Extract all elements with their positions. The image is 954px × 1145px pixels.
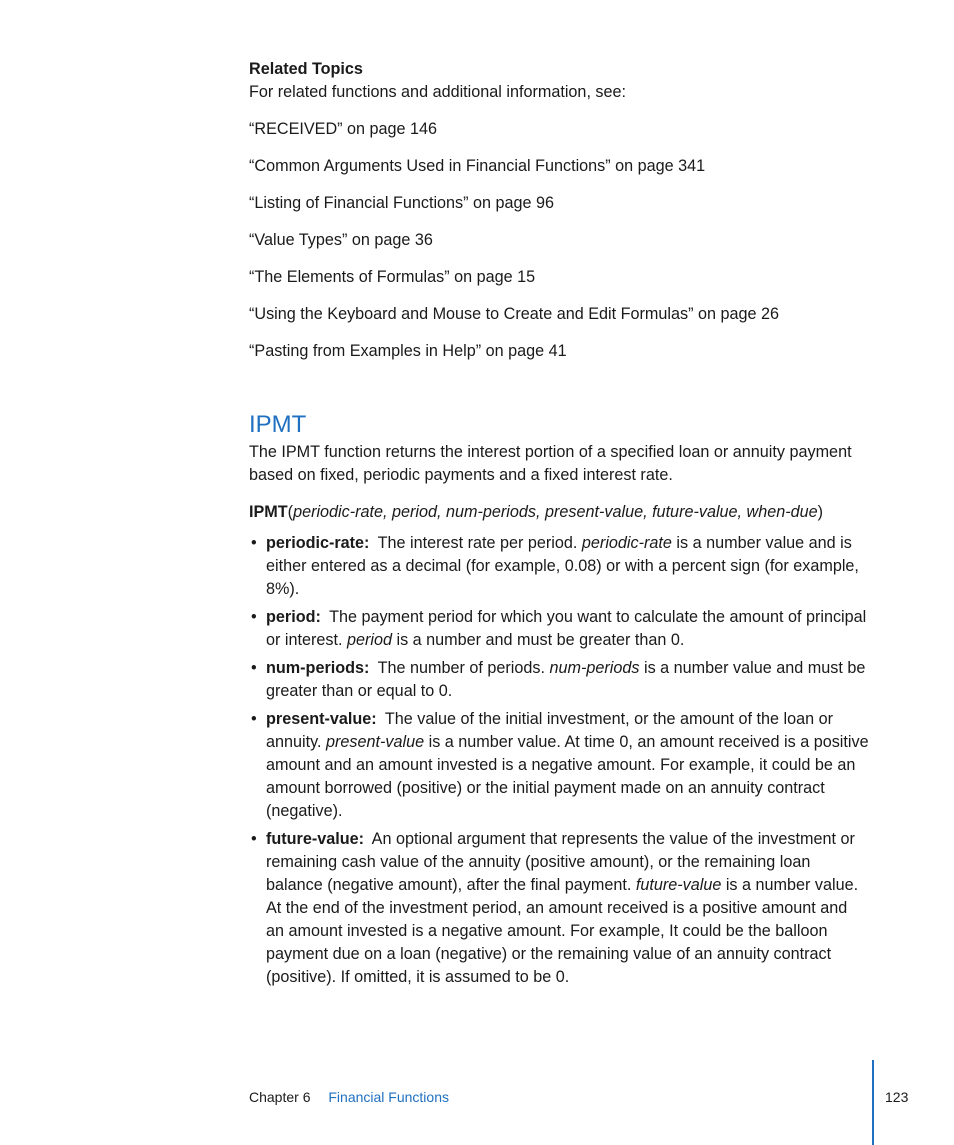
related-topics-intro: For related functions and additional information, see:: [249, 83, 627, 101]
argument-text: The payment period for which you want to calculate the amount of principal or interest.: [266, 608, 867, 649]
argument-name: periodic-rate:: [266, 534, 370, 552]
argument-text: is a number and must be greater than 0.: [391, 631, 685, 649]
argument-emphasis: period: [346, 631, 392, 649]
argument-emphasis: num-periods: [549, 659, 640, 677]
syntax-function-name: IPMT: [249, 503, 288, 521]
arguments-list: [249, 532, 869, 989]
related-link-value-types[interactable]: “Value Types” on page 36: [249, 231, 433, 249]
bullet-icon: •: [251, 659, 257, 677]
page-footer: [249, 1088, 449, 1106]
argument-text: The number of periods.: [373, 659, 550, 677]
bullet-icon: •: [251, 534, 257, 552]
footer-chapter-label: Chapter 6: [249, 1089, 311, 1105]
related-topics-heading: Related Topics: [249, 60, 363, 78]
list-item: [249, 532, 869, 601]
list-item: [249, 606, 869, 652]
argument-name: present-value:: [266, 710, 377, 728]
list-item: [249, 708, 869, 823]
syntax-arguments: periodic-rate, period, num-periods, present-value, future-value, when-due: [293, 503, 818, 521]
related-link-received[interactable]: “RECEIVED” on page 146: [249, 120, 438, 138]
related-link-listing-financial[interactable]: “Listing of Financial Functions” on page 96: [249, 194, 555, 212]
list-item: [249, 657, 869, 703]
argument-text: is a number value and is either entered as a decimal (for example, 0.08) or with a percent sign (for example, 8%).: [266, 534, 859, 598]
argument-emphasis: present-value: [326, 733, 425, 751]
related-link-keyboard-mouse[interactable]: “Using the Keyboard and Mouse to Create and Edit Formulas” on page 26: [249, 305, 779, 323]
page-number: 123: [885, 1089, 909, 1105]
argument-name: period:: [266, 608, 321, 626]
syntax-close-paren: ): [817, 503, 824, 521]
argument-emphasis: future-value: [635, 876, 722, 894]
syntax-open-paren: (: [287, 503, 294, 521]
argument-text: is a number value. At time 0, an amount received is a positive amount and an amount invested is a negative amount. For example, it could be an amount borrowed (positive) or the initial payment made on an annuity contract (negative).: [266, 733, 869, 820]
argument-text: The value of the initial investment, or the amount of the loan or annuity.: [266, 710, 833, 751]
argument-text: The interest rate per period.: [373, 534, 582, 552]
argument-text: is a number value and must be greater than or equal to 0.: [266, 659, 866, 700]
function-syntax: [249, 501, 869, 524]
footer-chapter-title-link[interactable]: Financial Functions: [328, 1089, 449, 1105]
argument-name: num-periods:: [266, 659, 370, 677]
page-content: [249, 58, 869, 994]
bullet-icon: •: [251, 710, 257, 728]
related-link-elements-formulas[interactable]: “The Elements of Formulas” on page 15: [249, 268, 536, 286]
argument-name: future-value:: [266, 830, 365, 848]
argument-text: is a number value. At the end of the investment period, an amount received is a positive amount and an amount invested is a negative amount. For example, It could be the balloon payment due on a loan (negative) or the remaining value of an annuity contract (positive). If omitted, it is assumed to be 0.: [266, 876, 859, 986]
argument-emphasis: periodic-rate: [581, 534, 672, 552]
section-intro: The IPMT function returns the interest portion of a specified loan or annuity payment based on fixed, periodic payments and a fixed interest rate.: [249, 443, 852, 484]
argument-text: An optional argument that represents the value of the investment or remaining cash value of the annuity (positive amount), or the remaining loan balance (negative amount), after the final payment.: [266, 830, 855, 894]
related-link-common-arguments[interactable]: “Common Arguments Used in Financial Functions” on page 341: [249, 157, 706, 175]
list-item: [249, 828, 869, 989]
bullet-icon: •: [251, 608, 257, 626]
footer-divider: [872, 1060, 874, 1145]
bullet-icon: •: [251, 830, 257, 848]
related-link-pasting-examples[interactable]: “Pasting from Examples in Help” on page 41: [249, 342, 567, 360]
section-title: IPMT: [249, 411, 307, 438]
